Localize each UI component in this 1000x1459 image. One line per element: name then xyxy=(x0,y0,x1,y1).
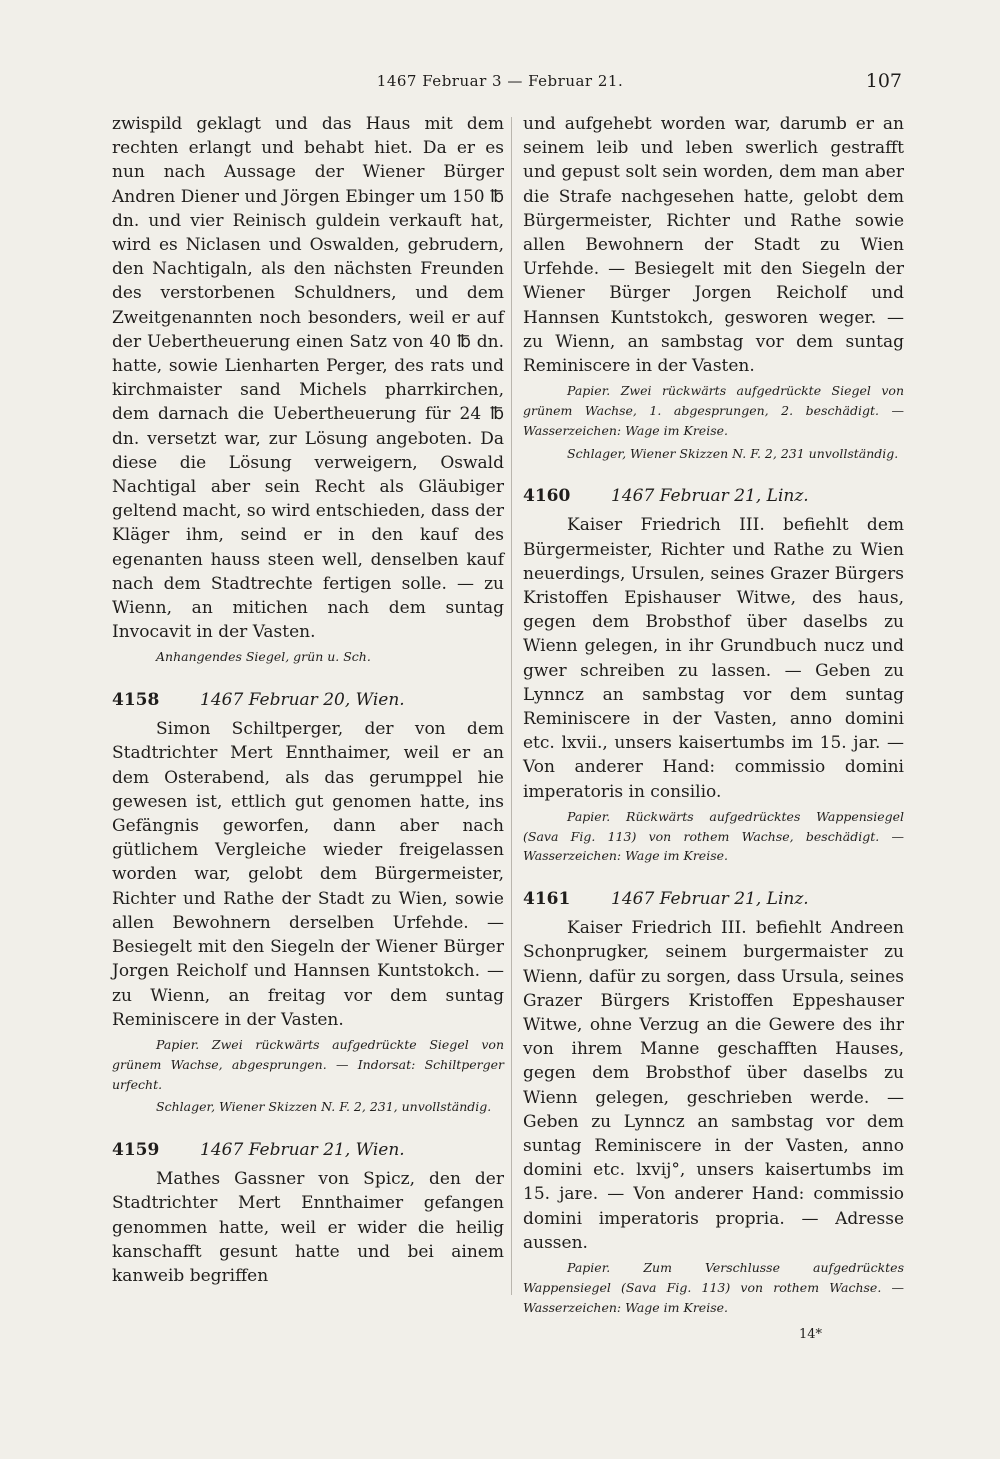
continued-entry-text: zwispild geklagt und das Haus mit dem rechten erlangt und behabt hiet. Da er es nun nach Aussage der Wiener Bürger Andren Diener und Jörgen Ebinger um 150 ℔ dn. und vier Reinisch guldein verkauft hat, wird es Niclasen und Oswalden, gebrudern, den Nachtigaln, als den nächsten Freunden des verstorbenen Schuldners, und dem Zweitgenannten noch besonders, weil er auf der Uebertheuerung einen Satz von 40 ℔ dn. hatte, sowie Lienharten Perger, des rats und kirchmaister sand Michels pharrkirchen, dem darnach die Uebertheuerung für 24 ℔ dn. versetzt war, zur Lösung angeboten. Da diese die Lösung verweigern, Oswald Nachtigal aber sein Recht als Gläubiger geltend macht, so wird entschieden, dass der Kläger ihm, seind er in den kauf des egenanten hauss steen well, denselben kauf nach dem Stadtrechte fertigen solle. — zu Wienn, an mitichen nach dem suntag Invocavit in der Vasten. xyxy=(112,114,504,643)
entry-4158-text: Simon Schiltperger, der von dem Stadtrichter Mert Ennthaimer, weil er an dem Osterabend, als das gerumppel hie gewesen ist, ettlich gut genomen hatte, ins Gefängnis geworfen, dann aber nach gütlichem Vergleiche wieder freigelassen worden war, gelobt dem Bürgermeister, Richter und Rathe der Stadt zu Wien, sowie allen Bewohnern derselben Urfehde. — Besiegelt mit den Siegeln der Wiener Bürger Jorgen Reicholf und Hannsen Kuntstokch. — zu Wienn, an freitag vor dem suntag Reminiscere in der Vasten. xyxy=(112,719,504,1030)
entry-4159-heading xyxy=(112,1137,504,1163)
entry-4160-text: Kaiser Friedrich III. befiehlt dem Bürgermeister, Richter und Rathe zu Wien neuerdings, Ursulen, seines Grazer Bürgers Kristoffen Epishauser Witwe, des haus, gegen dem Brobsthof über daselbs zu Wienn gelegen, in ihr Grundbuch nucz und gwer schreiben zu lassen. — Geben zu Lynncz an sambstag vor dem suntag Reminiscere in der Vasten, anno domini etc. lxvii., unsers kaisertumbs im 15. jar. — Von anderer Hand: commissio domini imperatoris in consilio. xyxy=(523,515,904,802)
continued-entry-note: Anhangendes Siegel, grün u. Sch. xyxy=(156,649,371,665)
page-number: 107 xyxy=(865,70,902,92)
sheet-signature: 14* xyxy=(798,1327,822,1343)
column-divider xyxy=(511,117,512,1295)
entry-number: 4160 xyxy=(523,486,571,507)
entry-4158-note: Papier. Zwei rückwärts aufgedrückte Siegel von grünem Wachse, abgesprungen. — Indorsat: Schiltperger urfecht. xyxy=(112,1036,504,1092)
running-head: 1467 Februar 3 — Februar 21. xyxy=(376,72,624,90)
entry-number: 4159 xyxy=(112,1140,160,1161)
right-column xyxy=(523,112,904,1348)
entry-4161-text: Kaiser Friedrich III. befiehlt Andreen Schonprugker, seinem burgermaister zu Wienn, dafür zu sorgen, dass Ursula, seines Grazer Bürgers Kristoffen Eppeshauser Witwe, ohne Verzug an die Gewere des ihr von ihrem Manne geschafften Hauses, gegen dem Brobsthof über daselbs zu Wienn gelegen, geschrieben werde. — Geben zu Lynncz an sambstag vor dem suntag Reminiscere in der Vasten, anno domini etc. lxvij°, unsers kaisertumbs im 15. jare. — Von anderer Hand: commissio domini imperatoris propria. — Adresse aussen. xyxy=(523,918,904,1253)
entry-4159-reference: Schlager, Wiener Skizzen N. F. 2, 231 unvollständig. xyxy=(567,445,899,461)
entry-date: 1467 Februar 21, Wien. xyxy=(200,1140,405,1161)
left-column xyxy=(112,112,504,1288)
entry-4158-reference: Schlager, Wiener Skizzen N. F. 2, 231, unvollständig. xyxy=(156,1099,492,1115)
entry-4160-heading xyxy=(523,483,904,509)
entry-number: 4161 xyxy=(523,889,571,910)
entry-4159-note: Papier. Zwei rückwärts aufgedrückte Siegel von grünem Wachse, 1. abgesprungen, 2. beschädigt. — Wasserzeichen: Wage im Kreise. xyxy=(523,383,904,438)
entry-4159-text: Mathes Gassner von Spicz, den der Stadtrichter Mert Ennthaimer gefangen genommen hatte, weil er wider die heilig kanschafft gesunt hatte und bei ainem kanweib begriffen xyxy=(112,1169,504,1286)
entry-4160-note: Papier. Rückwärts aufgedrücktes Wappensiegel (Sava Fig. 113) von rothem Wachse, beschädigt. — Wasserzeichen: Wage im Kreise. xyxy=(523,808,904,864)
entry-date: 1467 Februar 20, Wien. xyxy=(200,690,405,711)
entry-date: 1467 Februar 21, Linz. xyxy=(611,889,809,910)
entry-date: 1467 Februar 21, Linz. xyxy=(611,486,809,507)
entry-4158-heading xyxy=(112,687,504,713)
entry-4161-note: Papier. Zum Verschlusse aufgedrücktes Wappensiegel (Sava Fig. 113) von rothem Wachse. — Wasserzeichen: Wage im Kreise. xyxy=(523,1260,904,1315)
page-header xyxy=(0,72,1000,102)
entry-4161-heading xyxy=(523,886,904,912)
continued-entry-4159-text: und aufgehebt worden war, darumb er an seinem leib und leben swerlich gestrafft und gepust solt sein worden, dem man aber die Strafe nachgesehen hatte, gelobt dem Bürgermeister, Richter und Rathe sowie allen Bewohnern der Stadt zu Wien Urfehde. — Besiegelt mit den Siegeln der Wiener Bürger Jorgen Reicholf und Hannsen Kuntstokch, gesworen weger. — zu Wienn, an sambstag vor dem suntag Reminiscere in der Vasten. xyxy=(523,114,904,377)
entry-number: 4158 xyxy=(112,690,160,711)
